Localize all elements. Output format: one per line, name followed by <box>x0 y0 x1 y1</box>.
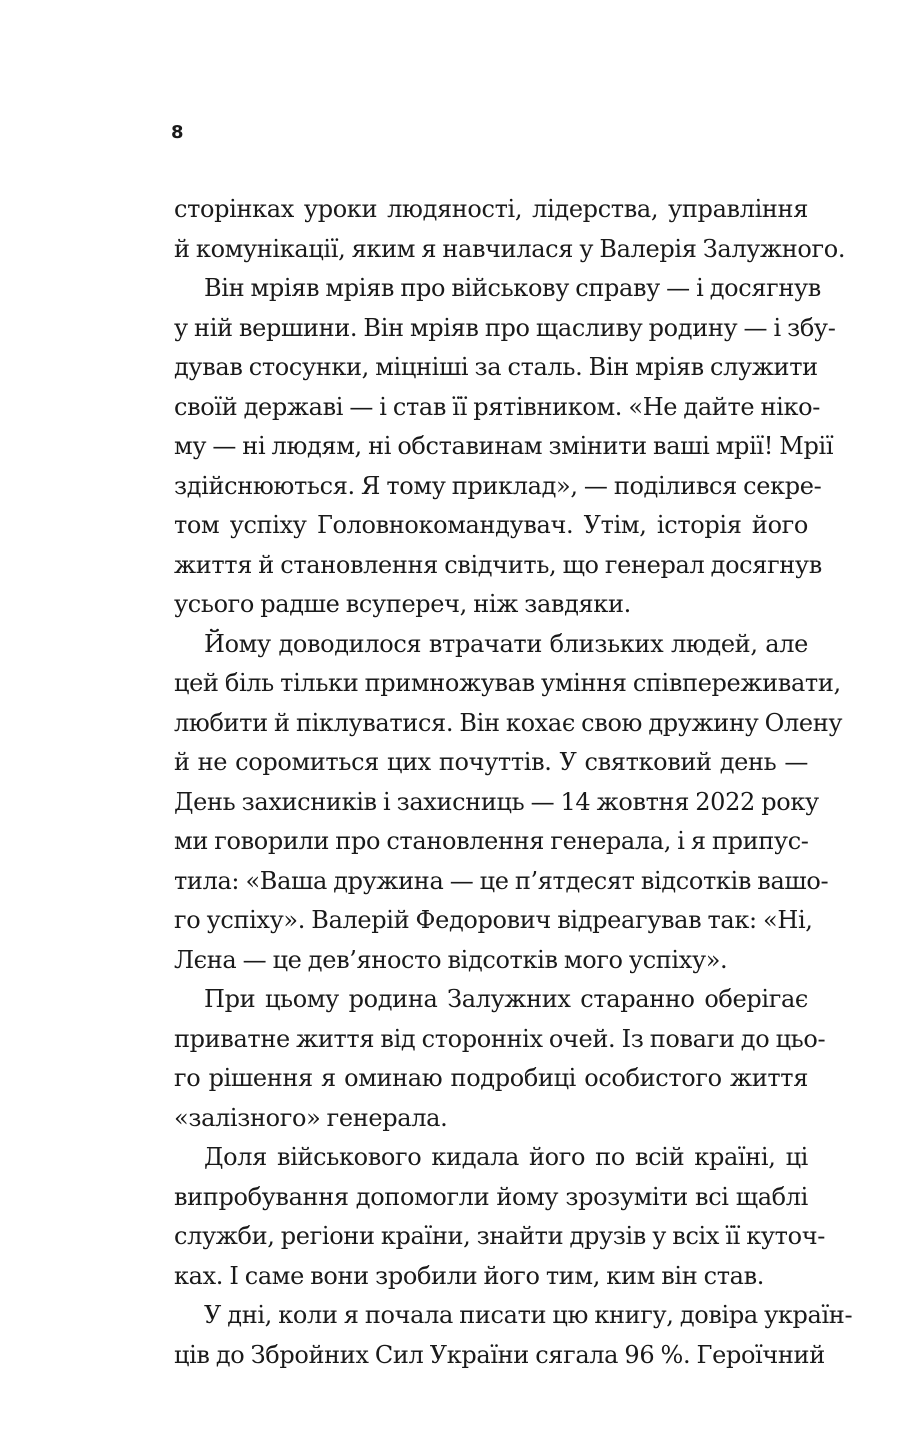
body-text <box>174 190 853 1375</box>
paragraph <box>174 625 843 981</box>
paragraph <box>174 1138 825 1296</box>
text-line: «залізного» генерала. <box>174 1103 448 1132</box>
text-line: дував стосунки, міцніші за сталь. Він мріяв служити <box>174 353 818 381</box>
text-line: приватне життя від сторонніх очей. Із поваги до цьо- <box>174 1024 826 1053</box>
page-number: 8 <box>171 122 184 143</box>
text-line: Лєна — це дев’яносто відсотків мого успіху». <box>174 945 728 974</box>
text-line: усього радше всупереч, ніж завдяки. <box>174 590 631 618</box>
text-line: служби, регіони країни, знайти друзів у всіх її куточ- <box>174 1222 825 1250</box>
text-line: День захисників і захисниць — 14 жовтня 2022 року <box>174 787 819 816</box>
text-line: го рішення я оминаю подробиці особистого життя <box>174 1064 808 1092</box>
text-line: здійснюються. Я тому приклад», — поділився секре- <box>174 471 822 500</box>
text-line: Йому доводилося втрачати близьких людей, але <box>204 629 808 658</box>
text-line: сторінках уроки людяності, лідерства, управління <box>174 195 808 223</box>
text-line: любити й піклуватися. Він кохає свою дружину Олену <box>174 708 843 737</box>
text-line: ках. І саме вони зробили його тим, ким він став. <box>174 1261 765 1290</box>
text-line: й не соромиться цих почуттів. У святковий день — <box>174 748 808 776</box>
text-line: го успіху». Валерій Федорович відреагував так: «Ні, <box>174 906 813 934</box>
paragraph <box>174 269 836 625</box>
text-line: у ній вершини. Він мріяв про щасливу родину — і збу- <box>174 313 836 342</box>
paragraph <box>174 1296 853 1375</box>
text-line: ми говорили про становлення генерала, і я припус- <box>174 827 809 855</box>
text-line: своїй державі — і став її рятівником. «Не дайте ніко- <box>174 392 820 421</box>
text-line: му — ні людям, ні обставинам змінити ваші мрії! Мрії <box>174 432 834 460</box>
text-line: життя й становлення свідчить, що генерал досягнув <box>174 550 822 579</box>
text-line: й комунікації, яким я навчилася у Валерія Залужного. <box>174 234 846 263</box>
text-line: При цьому родина Залужних старанно оберігає <box>204 985 808 1013</box>
text-line: У дні, коли я почала писати цю книгу, довіра україн- <box>204 1301 853 1329</box>
text-line: том успіху Головнокомандувач. Утім, історія його <box>174 511 808 539</box>
text-line: Він мріяв мріяв про військову справу — і досягнув <box>204 274 821 302</box>
text-line: Доля військового кидала його по всій країні, ці <box>204 1143 808 1171</box>
text-line: тила: «Ваша дружина — це п’ятдесят відсотків вашо- <box>174 866 829 895</box>
text-line: ців до Збройних Сил України сягала 96 %. Героїчний <box>174 1340 825 1369</box>
text-line: випробування допомогли йому зрозуміти всі щаблі <box>174 1182 808 1211</box>
paragraph <box>174 980 826 1138</box>
paragraph <box>174 190 846 269</box>
text-line: цей біль тільки примножував уміння співпереживати, <box>174 669 841 697</box>
